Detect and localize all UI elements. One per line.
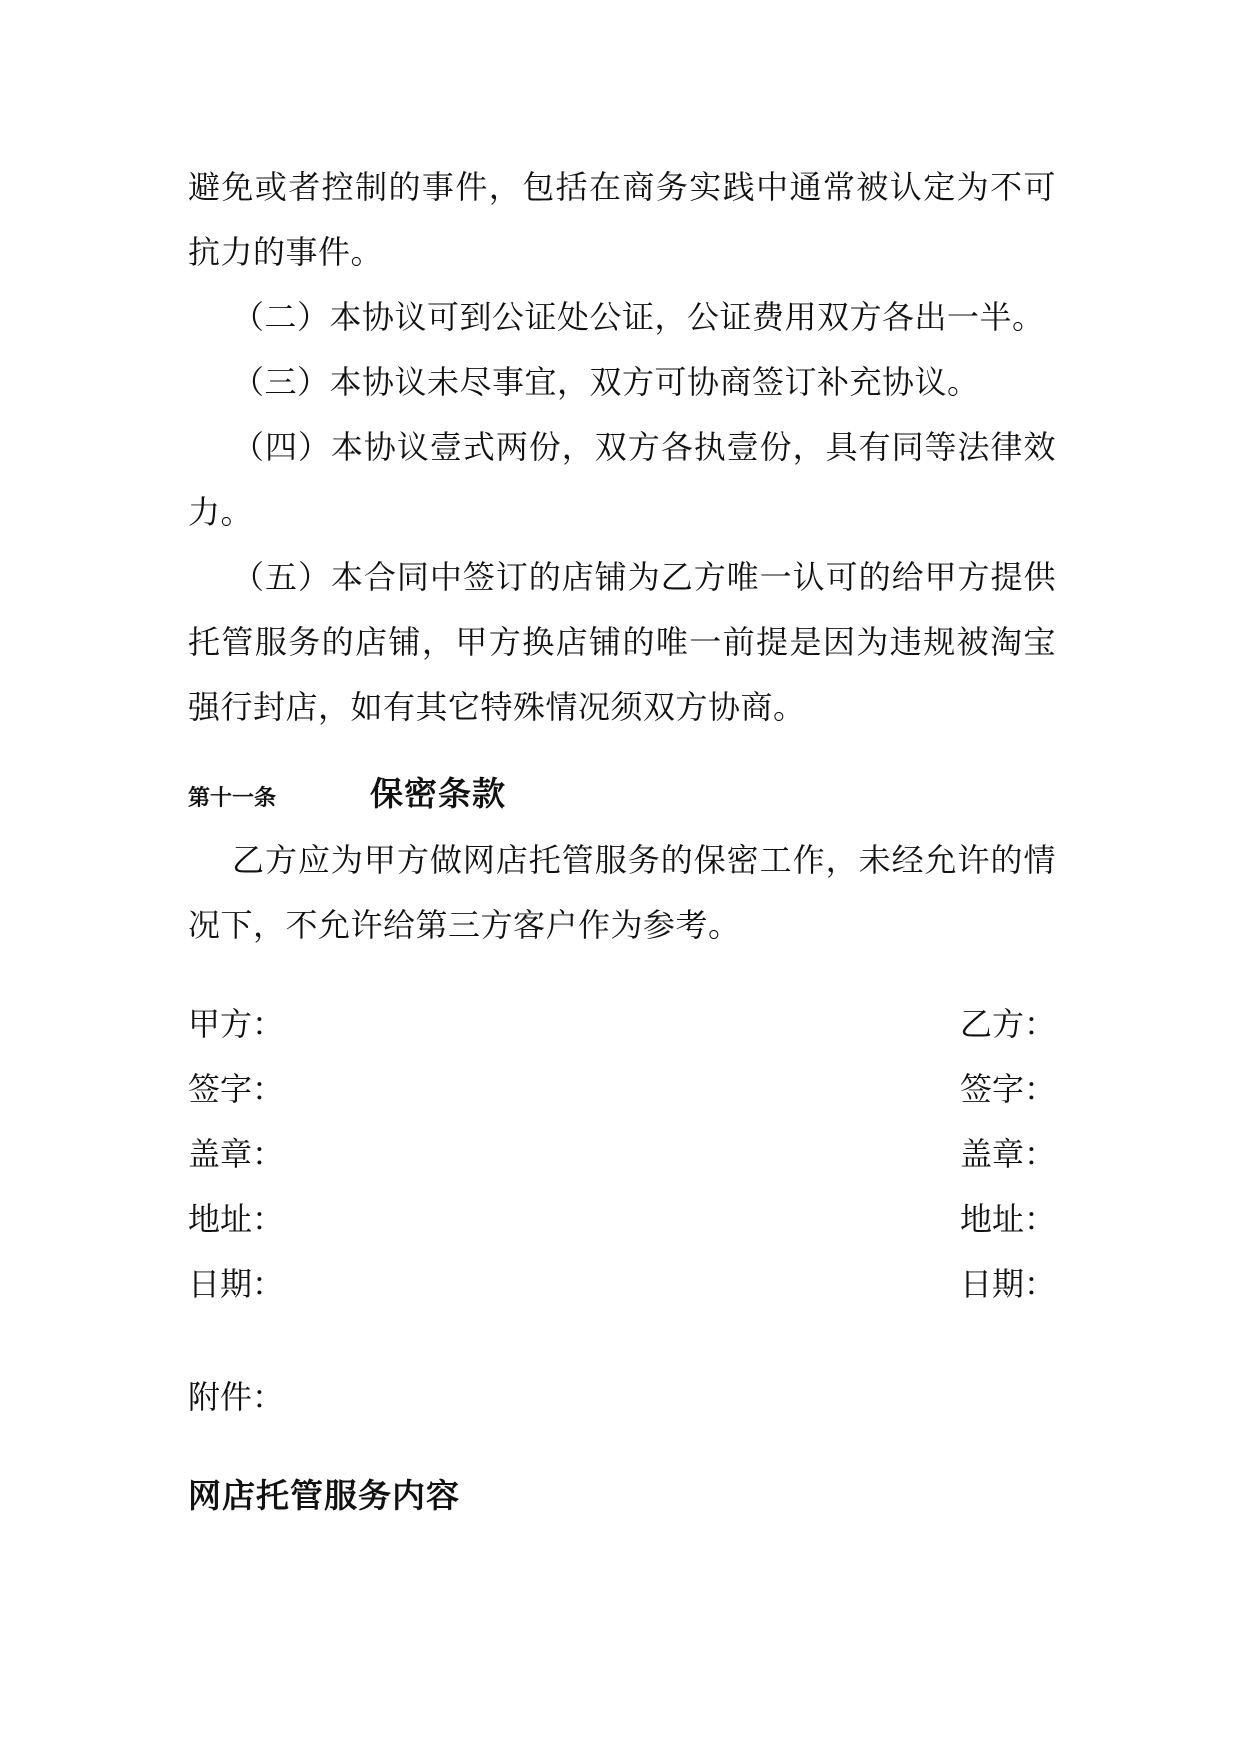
party-b-date-label: 日期： <box>959 1265 1056 1303</box>
party-b-address-label: 地址： <box>959 1200 1056 1238</box>
appendix-title: 网店托管服务内容 <box>188 1476 460 1515</box>
clause-item-4: （四）本协议壹式两份，双方各执壹份，具有同等法律效力。 <box>188 428 1056 531</box>
party-a-date-label: 日期： <box>188 1265 285 1303</box>
party-a-seal-label: 盖章： <box>188 1135 285 1173</box>
party-a-signature-label: 签字： <box>188 1070 285 1108</box>
party-a-label: 甲方： <box>188 1005 285 1043</box>
paragraph-force-majeure-continued: 避免或者控制的事件，包括在商务实践中通常被认定为不可抗力的事件。 <box>188 168 1056 271</box>
attachment-label: 附件： <box>188 1378 285 1416</box>
article-number: 第十一条 <box>188 786 277 811</box>
clause-item-3: （三）本协议未尽事宜，双方可协商签订补充协议。 <box>232 363 980 401</box>
party-a-address-label: 地址： <box>188 1200 285 1238</box>
signature-row <box>188 992 1056 1057</box>
article-title: 保密条款 <box>370 774 506 813</box>
clause-item-5: （五）本合同中签订的店铺为乙方唯一认可的给甲方提供托管服务的店铺，甲方换店铺的唯一前提是因为违规被淘宝强行封店，如有其它特殊情况须双方协商。 <box>188 558 1056 726</box>
document-body <box>188 155 1056 1528</box>
signature-block <box>188 992 1056 1317</box>
signature-row <box>188 1122 1056 1187</box>
article-11-heading <box>188 768 1056 828</box>
signature-row <box>188 1057 1056 1122</box>
clause-item-2: （二）本协议可到公证处公证，公证费用双方各出一半。 <box>232 298 1045 336</box>
signature-row <box>188 1187 1056 1252</box>
party-b-seal-label: 盖章： <box>959 1135 1056 1173</box>
party-b-signature-label: 签字： <box>959 1070 1056 1108</box>
party-b-label: 乙方： <box>959 1005 1056 1043</box>
signature-row <box>188 1252 1056 1317</box>
article-11-body: 乙方应为甲方做网店托管服务的保密工作，未经允许的情况下，不允许给第三方客户作为参考。 <box>188 841 1056 944</box>
